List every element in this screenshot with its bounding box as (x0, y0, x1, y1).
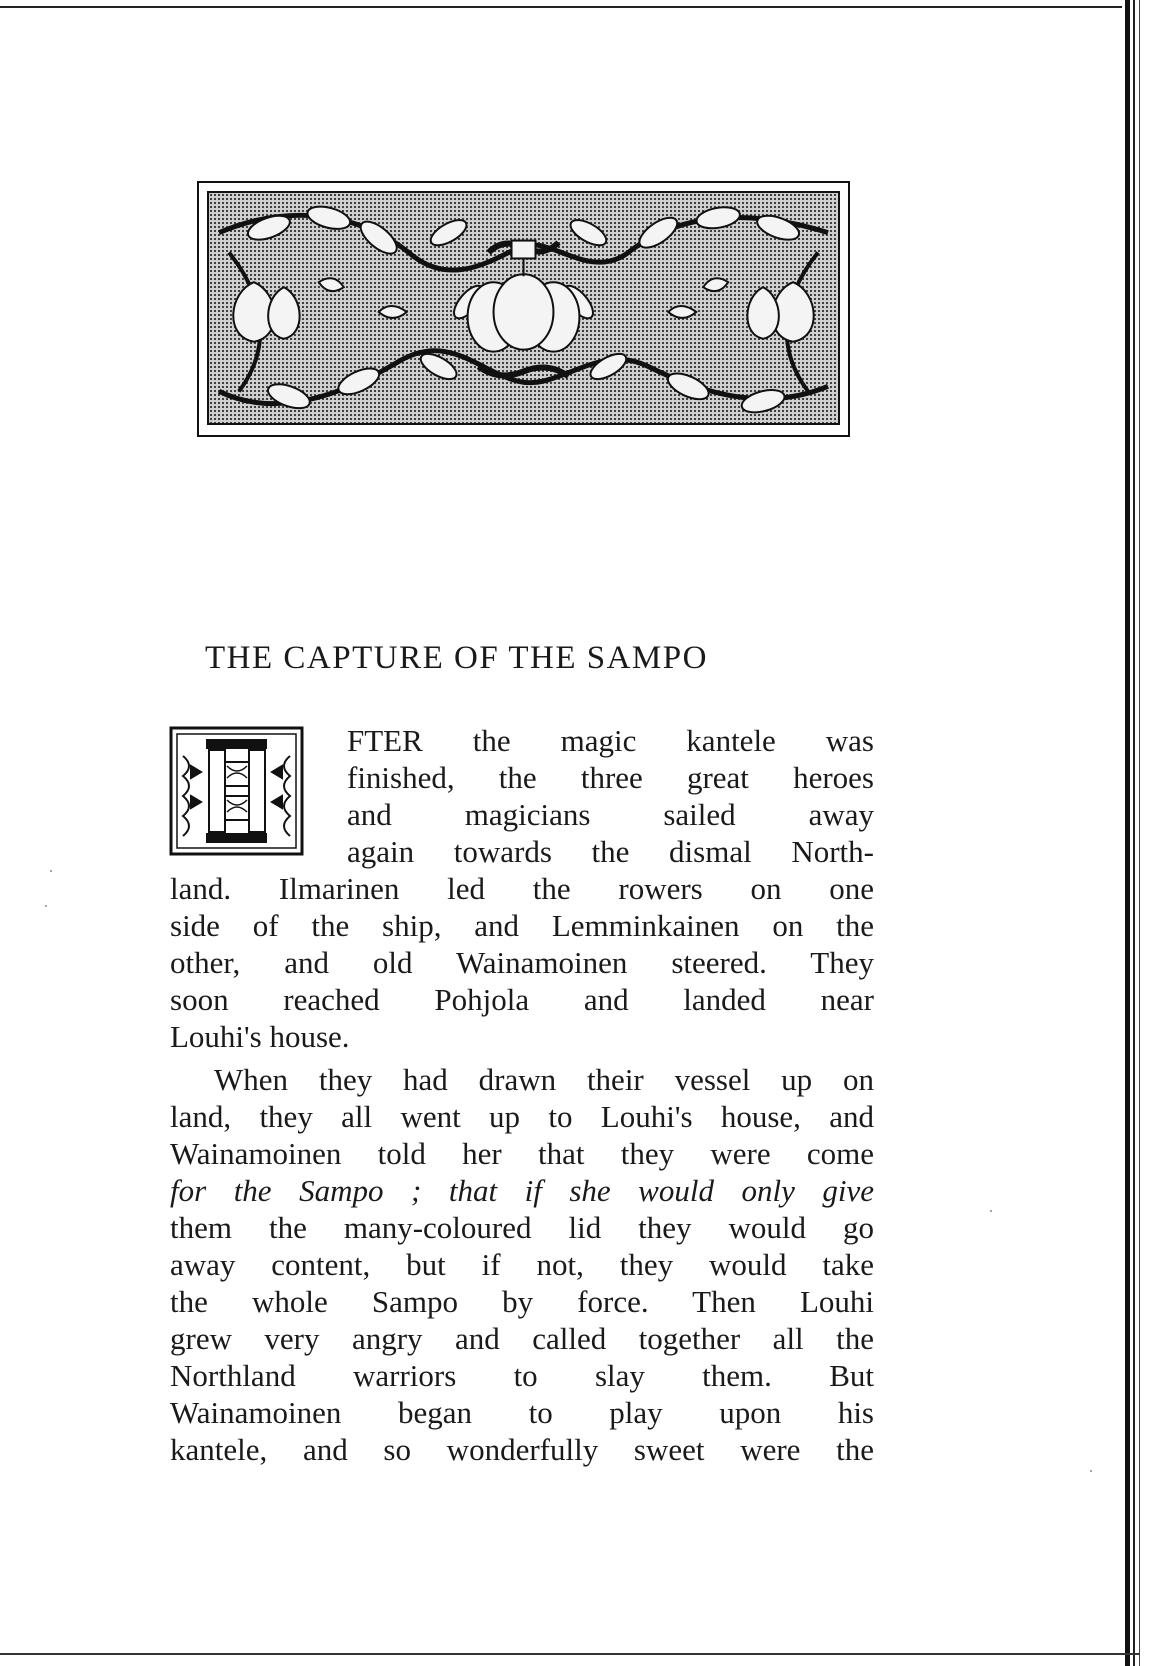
text-line: land, they all went up to Louhi's house, and (170, 1099, 874, 1134)
decorative-headpiece (197, 181, 850, 437)
text-line: finished, the three great heroes (347, 760, 874, 795)
paper-speck (50, 870, 52, 872)
headpiece-engraving (207, 191, 840, 425)
bottom-rule (0, 1653, 1140, 1655)
text-line: away content, but if not, they would take (170, 1247, 874, 1282)
text-line: and magicians sailed away (347, 797, 874, 832)
ornamental-letter-a-icon (169, 726, 304, 856)
text-line: When they had drawn their vessel up on (214, 1062, 874, 1097)
text-line: soon reached Pohjola and landed near (170, 982, 874, 1017)
paper-speck (45, 905, 47, 907)
text-line: other, and old Wainamoinen steered. They (170, 945, 874, 980)
text-line: FTER the magic kantele was (347, 723, 874, 758)
chapter-title: THE CAPTURE OF THE SAMPO (205, 640, 708, 676)
text-line: side of the ship, and Lemminkainen on the (170, 908, 874, 943)
paper-speck (1090, 1470, 1092, 1472)
text-line (170, 1208, 874, 1248)
decorative-initial-a (169, 726, 304, 856)
text-line: again towards the dismal North- (347, 834, 874, 869)
text-line: Wainamoinen began to play upon his (170, 1395, 874, 1430)
text-line: the whole Sampo by force. Then Louhi (170, 1284, 874, 1319)
fruit-garland-illustration (209, 193, 838, 423)
text-line: for the Sampo ; that if she would only give (170, 1173, 874, 1208)
text-line: kantele, and so wonderfully sweet were the (170, 1432, 874, 1467)
text-line: Northland warriors to slay them. But (170, 1358, 874, 1393)
text-line-start: them (170, 1210, 232, 1245)
text-line: land. Ilmarinen led the rowers on one (170, 871, 874, 906)
text-line: Louhi's house. (170, 1019, 350, 1054)
book-binding-edge (1122, 0, 1146, 1666)
paper-speck (990, 1210, 992, 1212)
top-rule (0, 6, 1140, 8)
text-line: Wainamoinen told her that they were come (170, 1136, 874, 1171)
text-line-rest: the many-coloured lid they would go (268, 1210, 874, 1245)
text-line: grew very angry and called together all the (170, 1321, 874, 1356)
